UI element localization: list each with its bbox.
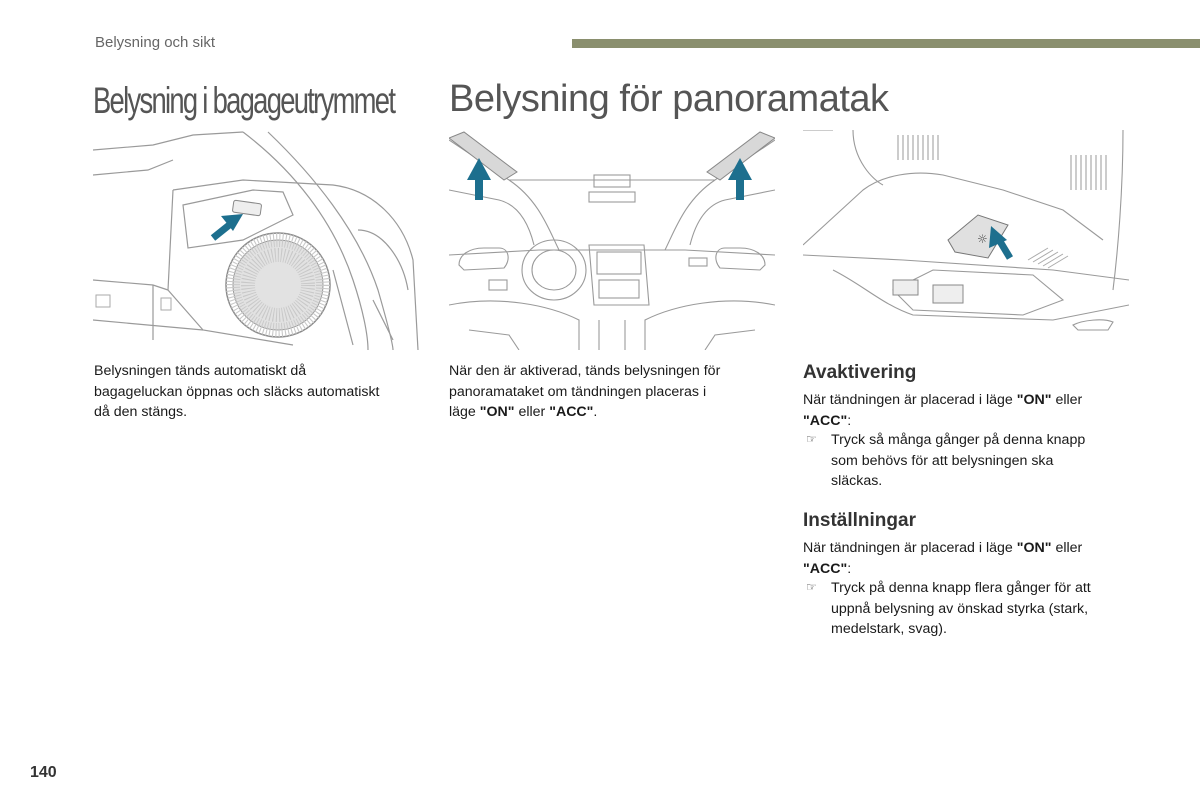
deactivation-intro: När tändningen är placerad i läge "ON" eller "ACC": [803,392,1083,429]
settings-intro: När tändningen är placerad i läge "ON" eller "ACC": [803,540,1083,577]
deactivation-instruction: Tryck så många gånger på denna knapp som behövs för att belysningen ska släckas. [831,432,1086,489]
trunk-light-illustration [93,130,420,350]
speaker-grille [226,233,330,337]
panorama-lighting-title: Belysning för panoramatak [449,78,889,120]
roof-vent-right [1071,155,1106,190]
page-number: 140 [30,764,57,781]
trunk-description [94,361,424,423]
running-header: Belysning och sikt [95,34,216,51]
hand-pointer-icon: ☞ [806,432,817,446]
settings-heading: Inställningar [803,510,916,531]
panorama-text-line: När den är aktiverad, tänds belysningen för [449,363,721,379]
trunk-text-line: bagageluckan öppnas och släcks automatiskt [94,383,380,400]
panorama-dashboard-illustration [449,130,775,350]
header-rule [572,39,1200,48]
hand-pointer-icon: ☞ [806,580,817,594]
trunk-lamp [232,200,261,216]
light-symbol-icon: ☼ [977,232,988,246]
roof-vent-front [1028,248,1068,268]
trunk-text-line: då den stängs. [94,404,188,420]
roof-vent-left [898,135,938,160]
settings-instruction: Tryck på denna knapp flera gånger för att uppnå belysning av önskad styrka (stark, medelstark, svag). [831,580,1091,637]
panorama-text-line: panoramataket om tändningen placeras i [449,383,707,400]
panorama-text-line: läge "ON" eller "ACC". [449,404,598,420]
trunk-lighting-title: Belysning i bagageutrymmet [93,80,395,121]
dashboard-drawing [449,130,775,350]
trunk-text-line: Belysningen tänds automatiskt då [94,363,307,379]
roof-switch-drawing [803,130,1129,335]
trunk-interior-drawing [93,130,420,350]
deactivation-heading: Avaktivering [803,362,917,383]
panorama-description [449,361,779,423]
roof-switch-illustration [803,130,1129,335]
arrow-icon [213,214,243,238]
